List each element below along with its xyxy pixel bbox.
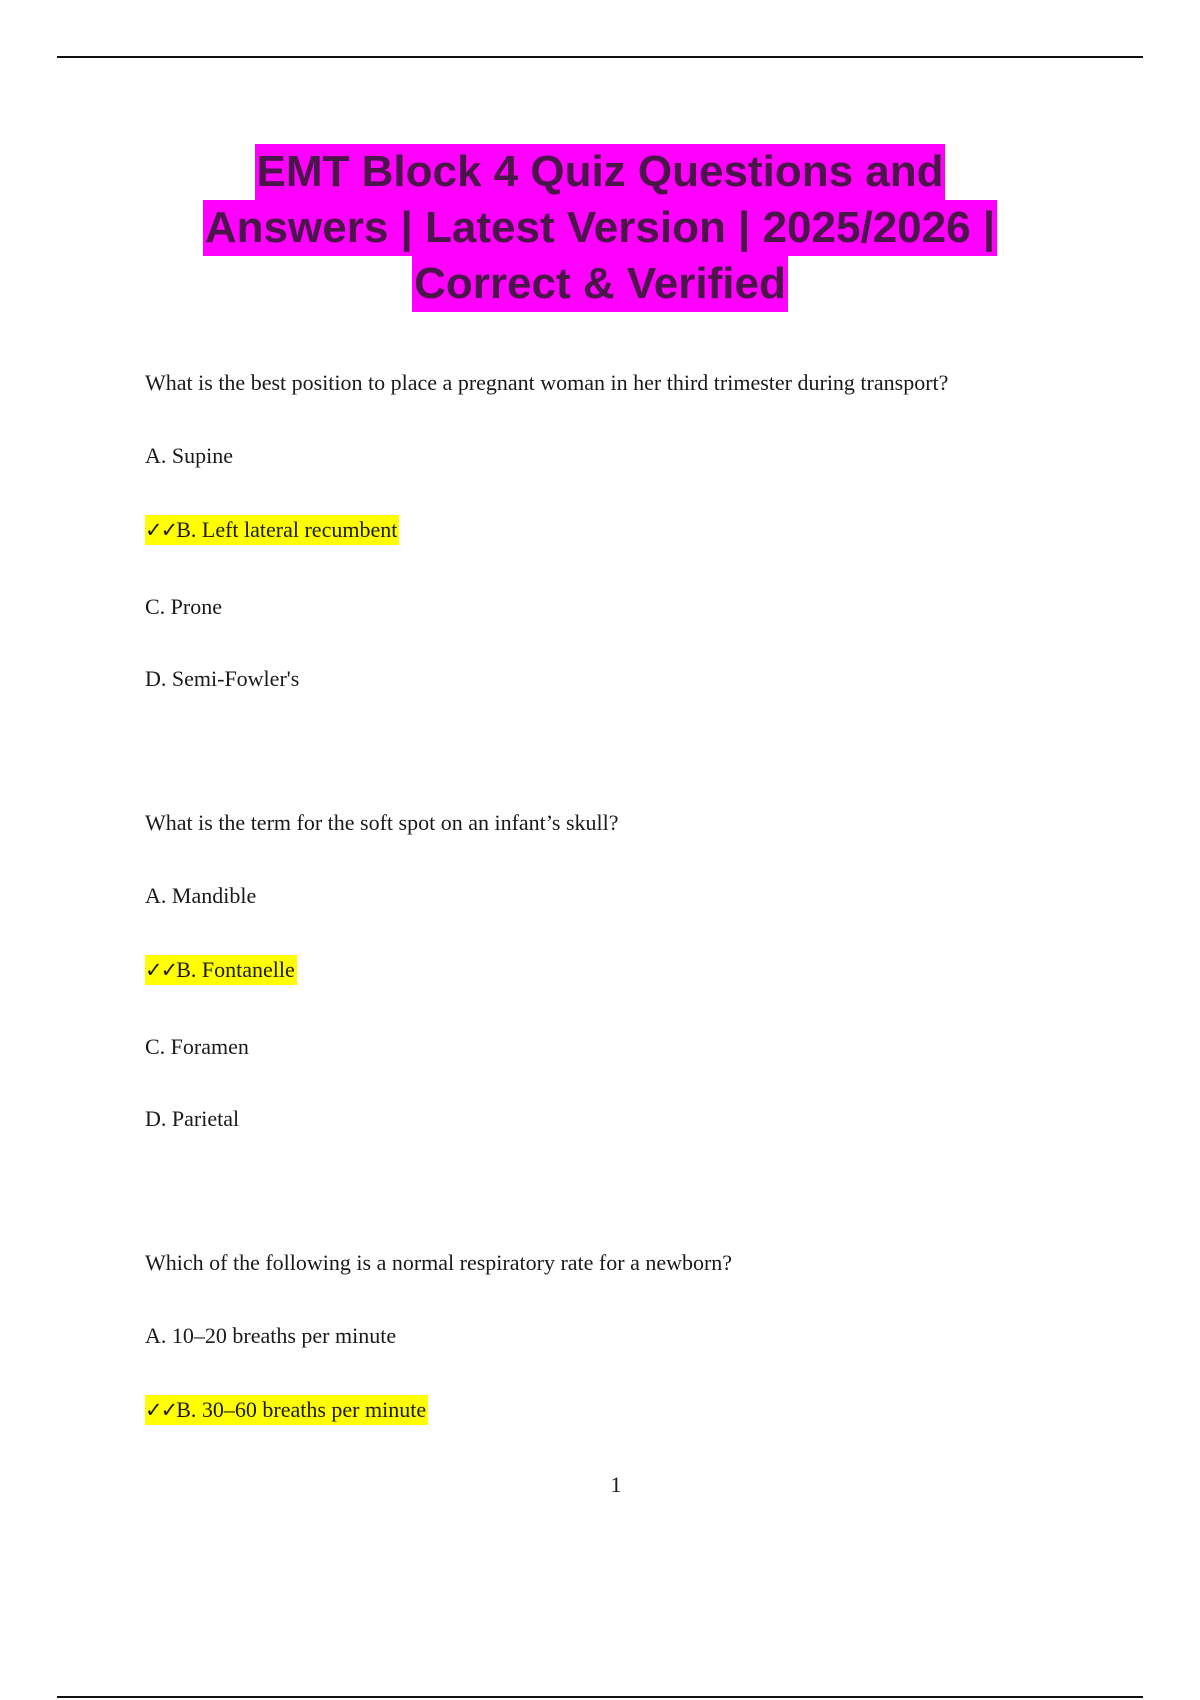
question-2-option-a: A. Mandible [145, 883, 257, 908]
option-label: B. 30–60 breaths per minute [176, 1397, 427, 1422]
check-icon: ✓✓ [145, 958, 177, 982]
title-line-1: EMT Block 4 Quiz Questions and [255, 144, 946, 200]
question-1-option-c: C. Prone [145, 594, 222, 619]
question-2-option-b-correct [145, 955, 297, 985]
footer-rule [57, 1696, 1143, 1698]
header-rule [57, 56, 1143, 58]
question-1-text: What is the best position to place a pregnant woman in her third trimester during transport? [145, 370, 949, 395]
question-1-option-a: A. Supine [145, 443, 233, 468]
question-2-text: What is the term for the soft spot on an infant’s skull? [145, 810, 619, 835]
option-label: B. Fontanelle [176, 957, 295, 982]
question-2-option-c: C. Foramen [145, 1034, 249, 1059]
question-1-option-b-correct [145, 515, 399, 545]
question-3-option-b-correct [145, 1395, 428, 1425]
question-1-option-d: D. Semi-Fowler's [145, 666, 300, 691]
title-line-2: Answers | Latest Version | 2025/2026 | [203, 200, 997, 256]
question-2-option-d: D. Parietal [145, 1106, 240, 1131]
check-icon: ✓✓ [145, 1398, 177, 1422]
title-line-3: Correct & Verified [412, 256, 788, 312]
check-icon: ✓✓ [145, 518, 177, 542]
option-label: B. Left lateral recumbent [176, 517, 398, 542]
question-3-text: Which of the following is a normal respiratory rate for a newborn? [145, 1250, 733, 1275]
document-title [100, 144, 1100, 312]
question-3-option-a: A. 10–20 breaths per minute [145, 1323, 397, 1348]
page-number: 1 [610, 1472, 622, 1497]
